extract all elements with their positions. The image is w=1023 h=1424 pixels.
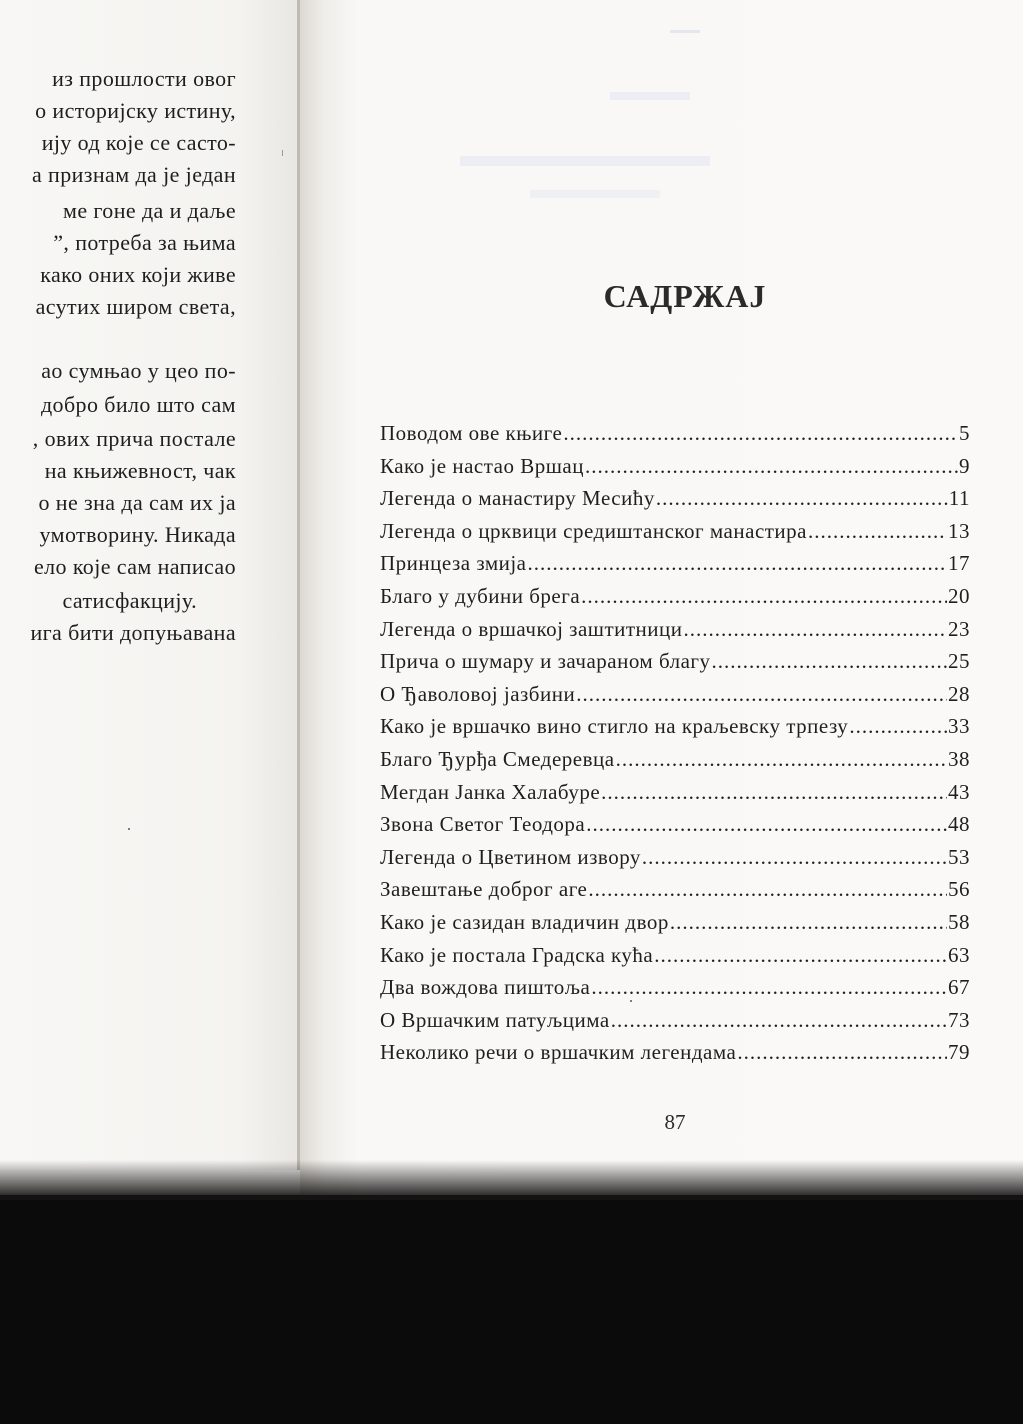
show-through-mark <box>670 30 700 33</box>
toc-entry <box>380 743 970 776</box>
toc-entry-page: 5 <box>959 421 970 445</box>
toc-entry <box>380 417 970 450</box>
toc-entry-page: 79 <box>948 1040 970 1065</box>
left-text-line: а признам да је један <box>31 162 236 187</box>
toc-entry <box>380 1036 970 1069</box>
toc-leader-dots <box>563 417 958 450</box>
toc-entry-page: 56 <box>948 877 970 902</box>
toc-entry-title: Завештање доброг аге <box>380 877 588 902</box>
toc-entry <box>380 939 970 972</box>
toc-entry-page: 33 <box>948 714 970 739</box>
toc-entry-title: Поводом ове књиге <box>380 421 563 445</box>
toc-entry <box>380 841 970 874</box>
toc-leader-dots <box>581 580 947 613</box>
toc-entry-title: О Вршачким патуљцима <box>380 1007 610 1032</box>
scan-shadow <box>0 1160 1023 1200</box>
toc-leader-dots <box>670 906 947 939</box>
toc-entry-page: 28 <box>948 681 970 706</box>
toc-entry-title: Благо у дубини брега <box>380 583 581 608</box>
toc-entry-page: 38 <box>948 746 970 771</box>
toc-entry <box>380 580 970 613</box>
toc-entry-title: Прича о шумару и зачараном благу <box>380 649 711 674</box>
show-through-mark <box>460 156 710 166</box>
toc-entry-title: Легенда о манастиру Месићу <box>380 486 655 511</box>
toc-leader-dots <box>611 1004 947 1037</box>
left-text-line: , ових прича постале <box>32 426 236 451</box>
left-text-line: ију од које се састо- <box>41 130 236 155</box>
toc-entry-title: Принцеза змија <box>380 551 527 576</box>
toc-entry-page: 73 <box>948 1007 970 1032</box>
toc-entry <box>380 1004 970 1037</box>
toc-entry-page: 17 <box>948 551 970 576</box>
toc-leader-dots <box>601 776 947 809</box>
toc-entry-title: Како је настао Вршац <box>380 453 584 478</box>
toc-entry <box>380 808 970 841</box>
toc-title: САДРЖАЈ <box>603 278 767 314</box>
toc-entry-page: 11 <box>948 486 970 511</box>
left-text-line: добро било што сам <box>40 392 236 417</box>
toc-leader-dots <box>654 939 947 972</box>
toc-entry-page: 9 <box>959 453 970 478</box>
toc-entry <box>380 776 970 809</box>
toc-leader-dots <box>586 808 947 841</box>
paper-speck <box>128 828 130 830</box>
toc-entry-title: Звона Светог Теодора <box>380 812 586 837</box>
toc-leader-dots <box>737 1036 947 1069</box>
toc-entry-page: 63 <box>948 942 970 967</box>
toc-leader-dots <box>528 547 947 580</box>
toc-entry-title: Легенда о Цветином извору <box>380 844 641 869</box>
toc-entry-title: Неколико речи о вршачким легендама <box>380 1040 737 1065</box>
toc-entry-page: 67 <box>948 975 970 1000</box>
left-text-line: ело које сам написао <box>33 554 236 579</box>
toc-entry-page: 48 <box>948 812 970 837</box>
toc-entry-page: 23 <box>948 616 970 641</box>
toc-entry <box>380 613 970 646</box>
toc-list <box>380 417 970 1069</box>
toc-leader-dots <box>616 743 947 776</box>
left-text-line: ме гоне да и даље <box>63 198 236 223</box>
toc-entry <box>380 645 970 678</box>
left-text-line: о не зна да сам их ја <box>38 490 236 515</box>
toc-entry-title: Два вождова пиштоља <box>380 975 591 1000</box>
left-text-line: асутих широм света, <box>35 294 236 319</box>
toc-entry-title: Како је постала Градска кућа <box>380 942 654 967</box>
toc-leader-dots <box>576 678 947 711</box>
toc-entry <box>380 450 970 483</box>
toc-entry-title: Легенда о црквици средиштанског манастира <box>380 518 807 543</box>
left-text-line: умотворину. Никада <box>39 522 236 547</box>
toc-entry <box>380 873 970 906</box>
left-text-line: ”, потреба за њима <box>53 230 236 255</box>
toc-leader-dots <box>642 841 947 874</box>
toc-leader-dots <box>585 450 958 483</box>
toc-leader-dots <box>684 613 947 646</box>
show-through-mark <box>610 92 690 100</box>
toc-entry-title: Како је сазидан владичин двор <box>380 909 669 934</box>
toc-leader-dots <box>591 971 947 1004</box>
page-number: 87 <box>664 1110 686 1134</box>
toc-entry-title: Благо Ђурђа Смедеревца <box>380 746 615 771</box>
left-text-line: ао сумњао у цео по- <box>41 358 236 383</box>
toc-entry-page: 25 <box>948 649 970 674</box>
paper-speck <box>630 1000 632 1002</box>
left-text-line: о историјску истину, <box>35 98 236 123</box>
toc-entry <box>380 971 970 1004</box>
toc-leader-dots <box>808 515 947 548</box>
left-text-line: како оних који живе <box>40 262 236 287</box>
toc-entry-title: Легенда о вршачкој заштитници <box>380 616 683 641</box>
toc-entry <box>380 678 970 711</box>
toc-entry <box>380 547 970 580</box>
left-page <box>0 0 300 1170</box>
toc-entry-page: 20 <box>948 583 970 608</box>
left-text-line: из прошлости овог <box>52 66 236 91</box>
toc-entry <box>380 482 970 515</box>
left-text-line: на књижевност, чак <box>44 458 236 483</box>
toc-entry-page: 53 <box>948 844 970 869</box>
toc-entry-title: Како је вршачко вино стигло на краљевску трпезу <box>380 714 849 739</box>
toc-leader-dots <box>712 645 947 678</box>
toc-entry-title: Мегдан Јанка Халабуре <box>380 779 601 804</box>
toc-entry-title: О Ђаволовој јазбини <box>380 681 576 706</box>
toc-leader-dots <box>849 710 947 743</box>
left-text-line: ига бити допуњавана <box>30 620 236 645</box>
toc-entry-page: 43 <box>948 779 970 804</box>
show-through-mark <box>530 190 660 198</box>
toc-entry-page: 58 <box>948 909 970 934</box>
toc-entry <box>380 710 970 743</box>
toc-leader-dots <box>588 873 947 906</box>
toc-leader-dots <box>656 482 948 515</box>
toc-entry <box>380 515 970 548</box>
toc-entry <box>380 906 970 939</box>
paper-speck <box>282 150 283 156</box>
left-text-line: сатисфакцију. <box>62 588 197 613</box>
toc-entry-page: 13 <box>948 518 970 543</box>
right-page <box>300 0 1023 1195</box>
